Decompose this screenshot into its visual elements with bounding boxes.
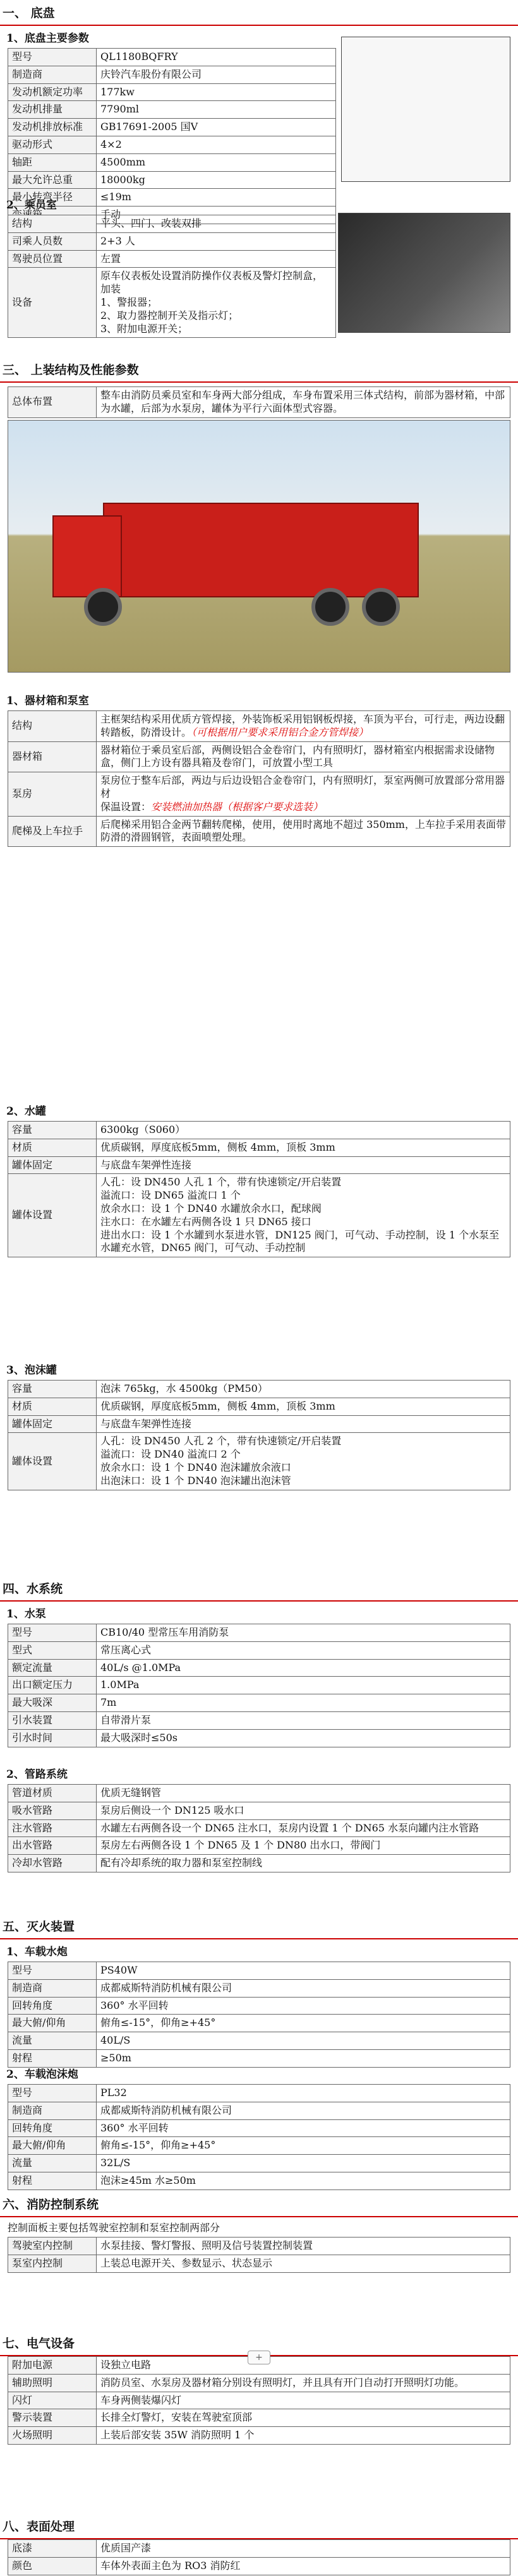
row-value-text: 7m [100,1696,117,1709]
table-row [8,49,336,66]
table-row [8,2392,510,2409]
row-value-text: 成都威斯特消防机械有限公司 [100,2104,232,2116]
row-value [97,2172,510,2190]
row-value [97,250,336,268]
row-value-text: 水罐左右两侧各设一个 DN65 注水口，泵房内设置 1 个 DN65 水泵向罐内注水管路 [100,1821,479,1834]
row-key: 制造商 [8,2102,97,2119]
row-value [97,1997,510,2015]
table-row [8,1819,510,1837]
table-row [8,119,336,136]
row-key: 附加电源 [8,2357,97,2375]
table-row [8,2119,510,2137]
section-title: 七、电气设备 [0,2330,518,2356]
row-value [97,215,336,233]
row-value [97,1624,510,1642]
section-title: 一、 底盘 [0,0,518,26]
overall-value: 整车由消防员乘员室和车身两大部分组成，车身布置采用三体式结构，前部为器材箱，中部为水罐，后部为水泵房，罐体为平行六面体型式容器。 [97,387,510,418]
row-value [97,2392,510,2409]
row-value-text: 平头、四门、改装双排 [100,217,202,229]
row-value-text: ≥50m [100,2051,131,2064]
row-value [97,2015,510,2032]
spec-table [8,2539,510,2575]
row-value [97,1156,510,1174]
row-key: 材质 [8,1139,97,1156]
row-value-text: 6300kg（S060） [100,1123,186,1135]
section-title: 八、表面处理 [0,2513,518,2539]
row-value-text: 360° 水平回转 [100,1999,169,2011]
table-row [8,1962,510,1980]
subsection-title: 1、底盘主要参数 [6,32,89,45]
row-key: 容量 [8,1381,97,1398]
control-desc: 控制面板主要包括驾驶室控制和泵室控制两部分 [8,2222,220,2234]
row-value-text: 人孔：设 DN450 人孔 2 个，带有快速锁定/开启装置 溢流口：设 DN40 溢流口 2 个 放余水口：设 1 个 DN40 泡沫罐放余液口 出泡沫口：设 1 个 DN40 泡沫罐出泡沫管 [100,1435,342,1487]
row-value-text: 庆铃汽车股份有限公司 [100,68,202,80]
row-key: 容量 [8,1122,97,1139]
row-value [97,1979,510,1997]
row-key: 材质 [8,1398,97,1415]
row-value [97,1433,510,1490]
row-value [97,1381,510,1398]
table-row [8,1711,510,1729]
table-row [8,711,510,742]
row-key: 警示装置 [8,2409,97,2427]
row-key: 泵房 [8,772,97,816]
row-key: 型式 [8,1641,97,1659]
row-value-text: 优质碳钢，厚度底板5mm，侧板 4mm，顶板 3mm [100,1399,335,1412]
section-chassis [0,0,518,224]
row-value-text: 上装总电源开关、参数显示、状态显示 [100,2256,273,2269]
table-row [8,250,336,268]
row-key: 颜色 [8,2557,97,2575]
section-pipe [0,1762,518,1872]
row-value-text: 32L/S [100,2157,131,2169]
row-value-text: 泵房位于整车后部，两边与后边设铝合金卷帘门，内有照明灯，泵室两侧可放置部分常用器材 保温设置： [100,774,505,813]
row-key: 最大允许总重 [8,171,97,189]
subsection-title: 3、泡沫罐 [6,1364,57,1377]
row-value [97,1962,510,1980]
table-row [8,1677,510,1694]
table-row [8,66,336,83]
spec-table [8,2084,510,2190]
table-row [8,2172,510,2190]
section-title: 四、水系统 [0,1576,518,1602]
row-value [97,2155,510,2172]
wheel-icon [84,588,122,626]
row-value [97,2119,510,2137]
row-value-text: 主框架结构采用优质方管焊接，外装饰板采用铝钢板焊接，车顶为平台，可行走，两边设翻转踏板，防滑设计。 [100,713,505,738]
subsection-title: 2、水罐 [6,1105,46,1118]
table-row [8,2085,510,2102]
wheel-icon [362,588,400,626]
section-surface [0,2513,518,2575]
row-key: 回转角度 [8,2119,97,2137]
row-value [97,153,336,171]
table-row [8,2155,510,2172]
section-cab [0,193,518,338]
table-row [8,2255,510,2272]
row-value [97,2540,510,2558]
row-value-text: 优质国产漆 [100,2542,152,2554]
subsection-title: 1、水泵 [6,1608,46,1620]
spec-table [8,2237,510,2273]
spec-table [8,710,510,847]
spec-table [8,1624,510,1747]
table-row [8,2032,510,2050]
spec-table [8,2356,510,2445]
row-key: 罐体固定 [8,1156,97,1174]
add-icon[interactable]: + [248,2351,270,2364]
truck-body [103,503,419,597]
row-value-text: 泡沫 765kg，水 4500kg（PM50） [100,1382,268,1394]
row-key: 出水管路 [8,1837,97,1855]
row-value [97,171,336,189]
row-value [97,1677,510,1694]
row-value [97,1398,510,1415]
spec-table [8,1121,510,1257]
section-equipment [0,688,518,847]
table-row [8,1729,510,1747]
table-row [8,1156,510,1174]
row-value-text: 左置 [100,252,121,265]
row-key: 罐体设置 [8,1174,97,1257]
table-row [8,153,336,171]
table-row [8,1398,510,1415]
table-row [8,1415,510,1433]
table-row [8,1802,510,1819]
row-key: 火场照明 [8,2427,97,2445]
row-value-text: 4500mm [100,155,146,168]
row-value-text: 后爬梯采用铝合金两节翻转爬梯，使用，使用时离地不超过 350mm，上车拉手采用表面带防滑的滑圆钢管，表面喷塑处理。 [100,818,506,844]
row-value-text: 车身两侧装爆闪灯 [100,2393,182,2406]
section-water-tank [0,1099,518,1257]
table-row [8,1381,510,1398]
table-row [8,2015,510,2032]
row-value [97,268,336,338]
row-value [97,1641,510,1659]
row-value [97,2427,510,2445]
row-value-text: 40L/s @1.0MPa [100,1661,181,1674]
section-foam-tank [0,1358,518,1490]
row-key: 型号 [8,1624,97,1642]
section-water-system [0,1576,518,1747]
row-value-text: 配有冷却系统的取力器和泵室控制线 [100,1857,263,1869]
row-value [97,49,336,66]
row-value [97,1802,510,1819]
row-value [97,1837,510,1855]
row-value-text: 177kw [100,85,135,98]
row-key: 吸水管路 [8,1802,97,1819]
row-value-text: 优质碳钢，厚度底板5mm，侧板 4mm，顶板 3mm [100,1141,335,1153]
table-row [8,1624,510,1642]
spec-table [8,1784,510,1872]
row-key: 闪灯 [8,2392,97,2409]
row-value-text: 长排全灯警灯，安装在驾驶室顶部 [100,2411,253,2424]
section-upper [0,357,518,418]
row-key: 制造商 [8,66,97,83]
row-key: 设备 [8,268,97,338]
row-key: 爬梯及上车拉手 [8,816,97,847]
row-key: 型号 [8,2085,97,2102]
row-value [97,1659,510,1677]
row-key: 最大吸深 [8,1694,97,1712]
table-row [8,136,336,153]
table-row [8,2102,510,2119]
row-value-text: 消防员室、水泵房及器材箱分别设有照明灯，并且具有开门自动打开照明灯功能。 [100,2376,465,2388]
row-value-text: 泵房后侧设一个 DN125 吸水口 [100,1804,244,1816]
row-key: 型号 [8,1962,97,1980]
row-value-text: 1.0MPa [100,1679,140,1691]
row-value-text: 车体外表面主色为 RO3 消防红 [100,2559,241,2572]
row-key: 射程 [8,2049,97,2067]
row-value-text: 自带滑片泵 [100,1713,152,1726]
row-value [97,1819,510,1837]
overall-table [8,386,510,418]
table-row [8,268,336,338]
row-key: 注水管路 [8,1819,97,1837]
row-value [97,2137,510,2155]
table-row [8,1641,510,1659]
subsection-title: 2、管路系统 [6,1768,68,1781]
row-value [97,1122,510,1139]
row-key: 罐体设置 [8,1433,97,1490]
row-value-text: 4×2 [100,138,122,150]
row-value [97,1694,510,1712]
subsection-title: 1、车载水炮 [6,1946,68,1958]
row-value-text: 18000kg [100,173,145,186]
table-row [8,1139,510,1156]
row-value-text: 水泵挂接、警灯警报、照明及信号装置控制装置 [100,2239,313,2251]
table-row [8,772,510,816]
row-value [97,2374,510,2392]
table-row [8,1785,510,1802]
table-row [8,2238,510,2255]
table-row [8,171,336,189]
row-key: 泵室内控制 [8,2255,97,2272]
section-fire-device [0,1914,518,2068]
row-value [97,232,336,250]
row-value-text: 器材箱位于乘员室后部，两侧设铝合金卷帘门，内有照明灯，器材箱室内根据需求设储物盒，侧门上方设有器具箱及卷帘门，可放置小型工具 [100,743,495,769]
row-key: 最大俯/仰角 [8,2015,97,2032]
row-value-text: 7790ml [100,103,140,116]
row-key: 射程 [8,2172,97,2190]
row-value-text: ≤19m [100,191,131,203]
row-value-text: GB17691-2005 国Ⅴ [100,121,198,133]
subsection-title: 2、乘员室 [6,199,57,212]
section-electric [0,2330,518,2445]
table-row [8,1997,510,2015]
spec-table [8,1380,510,1490]
row-key: 流量 [8,2032,97,2050]
row-value [97,816,510,847]
table-row [8,1174,510,1257]
row-value-text: QL1180BQFRY [100,51,178,63]
table-row [8,1122,510,1139]
row-key: 引水时间 [8,1729,97,1747]
table-row [8,1659,510,1677]
row-value-text: 常压离心式 [100,1643,152,1656]
row-value [97,2085,510,2102]
subsection-title: 2、车载泡沫炮 [6,2068,78,2081]
table-row [8,1837,510,1855]
wheel-icon [311,588,349,626]
row-value [97,101,336,119]
row-value [97,136,336,153]
row-value [97,2357,510,2375]
row-key: 型号 [8,49,97,66]
row-note: 安装燃油加热器（根据客户要求选装） [151,800,323,813]
row-value [97,2255,510,2272]
table-row [8,1433,510,1490]
cab-interior-photo [338,213,510,333]
row-value-text: 与底盘车架弹性连接 [100,1158,192,1171]
row-value-text: 俯角≤-15°，仰角≥+45° [100,2139,216,2152]
section-title: 六、消防控制系统 [0,2191,518,2217]
row-value-text: 人孔：设 DN450 人孔 1 个，带有快速锁定/开启装置 溢流口：设 DN65 溢流口 1 个 放余水口：设 1 个 DN40 水罐放余水口，配球阀 注水口：在水罐左右两侧各设 1 只 DN65 接口 进出水口：设 1 个水罐到水泵进水管，DN125 阀门，可气动、手动控制，设 1 个水泵至水罐充水管，DN65 阀门，可气动、手动控制 [100,1176,500,1254]
table-row [8,1855,510,1872]
row-value [97,1855,510,1872]
table-row [8,101,336,119]
row-note: （可根据用户要求采用铝合金方管焊接） [191,726,369,738]
table-row [8,2137,510,2155]
spec-table [8,1962,510,2068]
row-value [97,1139,510,1156]
row-key: 发动机排放标准 [8,119,97,136]
row-value-text: 360° 水平回转 [100,2121,169,2134]
row-value-text: 原车仪表板处设置消防操作仪表板及警灯控制盒，加装 1、警报器； 2、取力器控制开关及指示灯； 3、附加电源开关； [100,270,323,335]
row-value [97,2409,510,2427]
row-value-text: 与底盘车架弹性连接 [100,1417,192,1430]
row-value-text: PS40W [100,1964,138,1976]
row-value-text: 泡沫≥45m 水≥50m [100,2174,196,2186]
row-key: 流量 [8,2155,97,2172]
row-key: 出口额定压力 [8,1677,97,1694]
row-key: 轴距 [8,153,97,171]
row-value [97,711,510,742]
table-row [8,2540,510,2558]
fire-truck-photo [8,420,510,673]
table-row [8,2409,510,2427]
row-value-text: 设独立电路 [100,2359,152,2371]
row-key: 结构 [8,215,97,233]
row-key: 司乘人员数 [8,232,97,250]
row-value-text: 最大吸深时≤50s [100,1731,178,1744]
row-key: 结构 [8,711,97,742]
row-key: 罐体固定 [8,1415,97,1433]
row-key: 引水装置 [8,1711,97,1729]
row-value [97,2238,510,2255]
truck-cab [52,515,122,597]
row-value [97,119,336,136]
table-row [8,83,336,101]
table-row [8,232,336,250]
row-key: 发动机排量 [8,101,97,119]
row-value [97,1174,510,1257]
row-value [97,1729,510,1747]
section-title: 三、 上装结构及性能参数 [0,357,518,383]
row-value-text: 俯角≤-15°，仰角≥+45° [100,2016,216,2029]
row-value-text: PL32 [100,2087,127,2099]
table-row [8,2557,510,2575]
table-row [8,215,336,233]
row-value-text: CB10/40 型常压车用消防泵 [100,1626,229,1638]
row-key: 回转角度 [8,1997,97,2015]
row-value-text: 上装后部安装 35W 消防照明 1 个 [100,2429,255,2441]
row-value [97,741,510,772]
row-value [97,2557,510,2575]
table-row [8,2374,510,2392]
section-control [0,2191,518,2273]
row-key: 最小转弯半径 [8,189,97,207]
row-key: 器材箱 [8,741,97,772]
row-key: 制造商 [8,1979,97,1997]
table-row [8,1979,510,1997]
row-key: 额定流量 [8,1659,97,1677]
row-key: 驱动形式 [8,136,97,153]
row-value [97,66,336,83]
table-row [8,1694,510,1712]
overall-key: 总体布置 [8,387,97,418]
row-key: 辅助照明 [8,2374,97,2392]
table-row [8,816,510,847]
row-value [97,1415,510,1433]
section-foam-cannon [0,2062,518,2190]
spec-table [8,215,336,338]
row-key: 最大俯/仰角 [8,2137,97,2155]
row-value [97,2102,510,2119]
row-value-text: 40L/S [100,2034,131,2047]
row-key: 驾驶室内控制 [8,2238,97,2255]
row-value [97,1711,510,1729]
row-value-text: 泵房左右两侧各设 1 个 DN65 及 1 个 DN80 出水口，带阀门 [100,1839,381,1852]
row-key: 底漆 [8,2540,97,2558]
subsection-title: 1、器材箱和泵室 [6,695,89,707]
row-key: 发动机额定功率 [8,83,97,101]
row-value-text: 成都威斯特消防机械有限公司 [100,1981,232,1994]
chassis-photo-blank [341,37,510,182]
row-value [97,2032,510,2050]
section-title: 五、灭火装置 [0,1914,518,1939]
row-value-text: 优质无缝钢管 [100,1787,162,1799]
row-key: 冷却水管路 [8,1855,97,1872]
row-value-text: 手动 [100,208,121,221]
row-value [97,772,510,816]
table-row [8,741,510,772]
row-value-text: 2+3 人 [100,234,135,247]
row-value [97,1785,510,1802]
row-key: 驾驶员位置 [8,250,97,268]
row-key: 管道材质 [8,1785,97,1802]
row-value [97,83,336,101]
table-row [8,2427,510,2445]
